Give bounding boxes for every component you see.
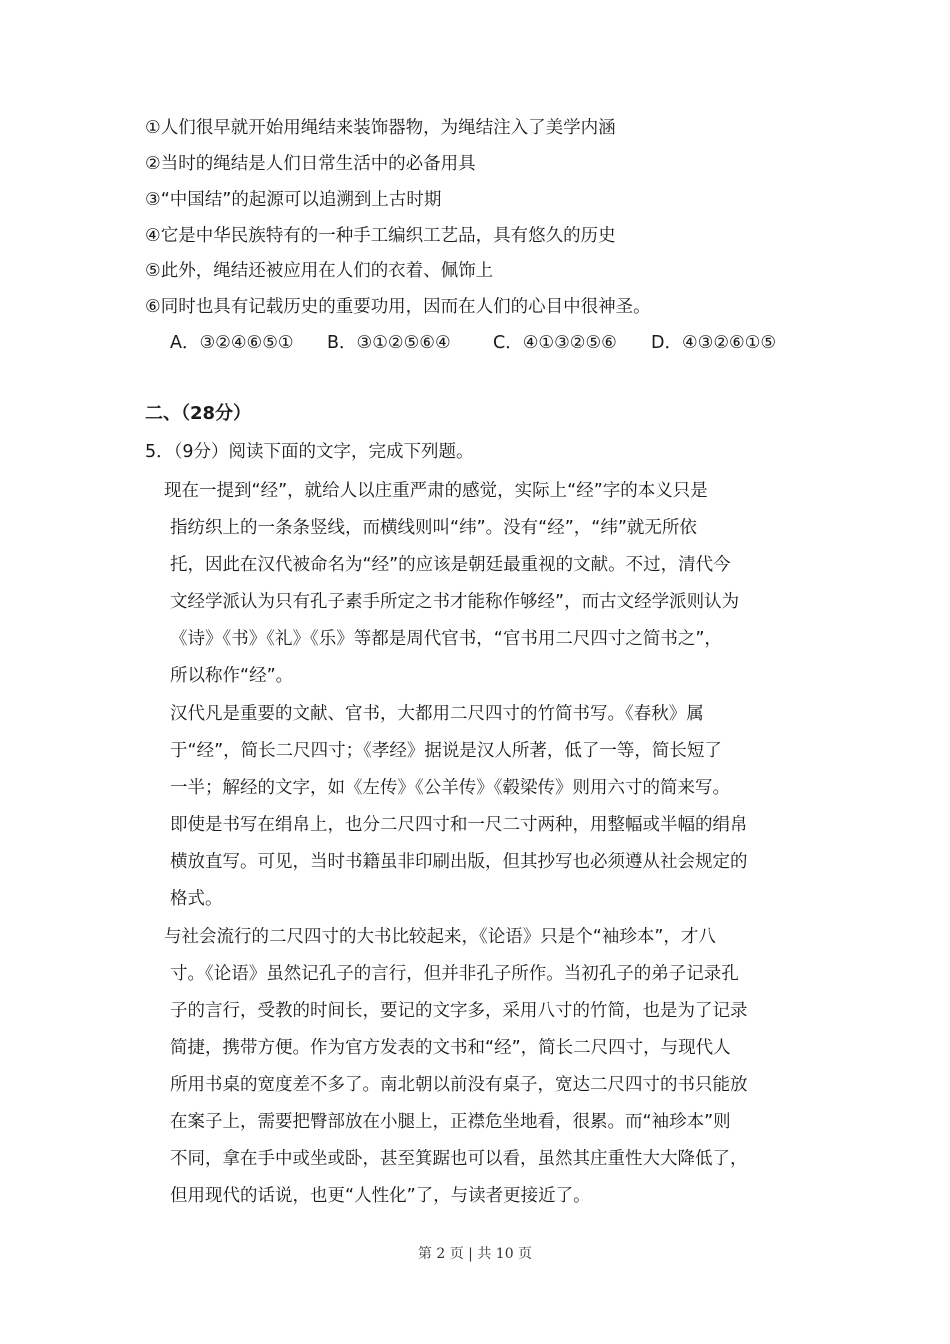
question-title: 5．（9分）阅读下面的文字，完成下列题。 — [145, 442, 474, 462]
passage-line: 所以称作“经”。 — [170, 666, 294, 686]
passage-line: 格式。 — [170, 889, 223, 909]
option-line: ③“中国结”的起源可以追溯到上古时期 — [145, 190, 442, 210]
passage-line: 于“经”，简长二尺四寸；《孝经》据说是汉人所著，低了一等，简长短了 — [170, 741, 722, 761]
passage-line: 一半；解经的文字，如《左传》《公羊传》《毂梁传》则用六寸的简来写。 — [170, 778, 730, 798]
passage-line: 文经学派认为只有孔子素手所定之书才能称作够经”，而古文经学派则认为 — [170, 592, 740, 612]
passage-line: 寸。《论语》虽然记孔子的言行，但并非孔子所作。当初孔子的弟子记录孔 — [170, 964, 739, 984]
passage-line: 托，因此在汉代被命名为“经”的应该是朝廷最重视的文献。不过，清代今 — [170, 555, 731, 575]
option-line: ⑥同时也具有记载历史的重要功用，因而在人们的心目中很神圣。 — [145, 297, 651, 317]
passage-line: 子的言行，受教的时间长，要记的文字多，采用八寸的竹简，也是为了记录 — [170, 1001, 748, 1021]
answer-choice-d: D．④③②⑥①⑤ — [651, 333, 777, 353]
passage-line: 但用现代的话说，也更“人性化”了，与读者更接近了。 — [170, 1186, 591, 1206]
passage-line: 简捷，携带方便。作为官方发表的文书和“经”，简长二尺四寸，与现代人 — [170, 1038, 731, 1058]
answer-choices — [170, 331, 776, 355]
passage-line: 与社会流行的二尺四寸的大书比较起来，《论语》只是个“袖珍本”，才八 — [164, 927, 716, 947]
option-line: ②当时的绳结是人们日常生活中的必备用具 — [145, 154, 476, 174]
answer-choice-c: C．④①③②⑤⑥ — [493, 333, 617, 353]
option-line: ④它是中华民族特有的一种手工编织工艺品，具有悠久的历史 — [145, 226, 616, 246]
passage-line: 即使是书写在绢帛上，也分二尺四寸和一尺二寸两种，用整幅或半幅的绢帛 — [170, 815, 748, 835]
passage-line: 《诗》《书》《礼》《乐》等都是周代官书，“官书用二尺四寸之简书之”， — [170, 629, 722, 649]
answer-choice-a: A．③②④⑥⑤① — [170, 333, 294, 353]
passage-line: 汉代凡是重要的文献、官书，大都用二尺四寸的竹简书写。《春秋》属 — [170, 704, 704, 724]
option-line: ⑤此外，绳结还被应用在人们的衣着、佩饰上 — [145, 261, 494, 281]
section-heading: 二、（28分） — [145, 403, 252, 424]
passage-line: 指纺织上的一条条竖线，而横线则叫“纬”。没有“经”，“纬”就无所依 — [170, 518, 697, 538]
passage-line: 所用书桌的宽度差不多了。南北朝以前没有桌子，宽达二尺四寸的书只能放 — [170, 1075, 748, 1095]
option-line: ①人们很早就开始用绳结来装饰器物，为绳结注入了美学内涵 — [145, 118, 616, 138]
answer-choice-b: B．③①②⑤⑥④ — [327, 333, 451, 353]
passage-line: 在案子上，需要把臀部放在小腿上，正襟危坐地看，很累。而“袖珍本”则 — [170, 1112, 731, 1132]
passage-line: 不同，拿在手中或坐或卧，甚至箕踞也可以看，虽然其庄重性大大降低了， — [170, 1149, 748, 1169]
page-footer: 第 2 页 | 共 10 页 — [417, 1246, 533, 1262]
passage-line: 现在一提到“经”，就给人以庄重严肃的感觉，实际上“经”字的本义只是 — [164, 481, 708, 501]
passage-line: 横放直写。可见，当时书籍虽非印刷出版，但其抄写也必须遵从社会规定的 — [170, 852, 748, 872]
